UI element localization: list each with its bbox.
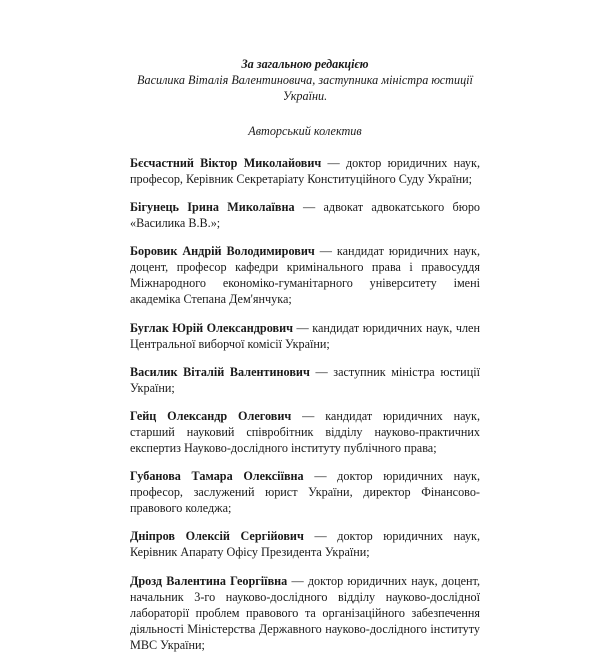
document-page (130, 56, 480, 661)
dash: — (292, 320, 313, 335)
dash: — (314, 244, 337, 259)
author-name: Буглак Юрій Олександрович (130, 320, 293, 335)
author-description: кандидат юридичних наук, доцент, професор кафедри кримінального права і правосуддя Міжнародного економіко-гуманітарного університету імені академіка Степана Дем'янчука; (130, 244, 480, 307)
author-description: кандидат юридичних наук, член Центральної виборчої комісії України; (130, 320, 480, 351)
author-name: Гейц Олександр Олегович (130, 408, 292, 423)
dash: — (303, 529, 338, 544)
dash: — (309, 364, 334, 379)
author-name: Боровик Андрій Володимирович (130, 244, 315, 259)
author-entry (130, 468, 480, 516)
author-description: адвокат адвокатського бюро «Василика В.В.»; (130, 200, 481, 231)
author-description: доктор юридичних наук, доцент, начальник 3-го науково-дослідного відділу науково-дослідної лабораторії проблем правового та організаційного забезпечення діяльності Міністерства Державного науково-дослідного інституту МВС України; (130, 573, 481, 652)
author-entry (130, 155, 480, 187)
author-name: Дніпров Олексій Сергійович (130, 529, 304, 544)
author-name: Дрозд Валентина Георгіївна (130, 573, 288, 588)
editor-line: Василика Віталія Валентиновича, заступника міністра юстиції України. (137, 73, 473, 103)
authors-list (130, 155, 480, 653)
author-entry (130, 199, 480, 231)
author-name: Василик Віталій Валентинович (130, 364, 310, 379)
author-description: кандидат юридичних наук, старший науковий співробітник відділу науково-практичних експертиз Науково-дослідного інституту публічного права; (130, 408, 480, 455)
dash: — (321, 156, 346, 170)
author-name: Бєсчастний Віктор Миколайович (130, 156, 322, 170)
author-description: доктор юридичних наук, професор, заслужений юрист України, директор Фінансово-правового коледжа; (130, 469, 480, 516)
author-name: Губанова Тамара Олексіївна (130, 469, 304, 484)
author-entry (130, 528, 480, 560)
author-entry (130, 364, 480, 396)
edition-title: За загальною редакцією (241, 57, 369, 71)
author-entry (130, 243, 480, 307)
author-entry (130, 573, 480, 653)
author-entry (130, 320, 480, 352)
dash: — (287, 573, 308, 588)
author-entry (130, 408, 480, 456)
authors-heading: Авторський колектив (248, 124, 362, 138)
author-name: Бігунець Ірина Миколаївна (130, 200, 295, 215)
dash: — (291, 408, 326, 423)
author-description: доктор юридичних наук, професор, Керівник Секретаріату Конституційного Суду України; (130, 156, 480, 186)
dash: — (303, 469, 338, 484)
author-description: доктор юридичних наук, Керівник Апарату Офісу Президента України; (130, 529, 481, 560)
dash: — (294, 200, 324, 215)
author-description: заступник міністра юстиції України; (130, 364, 480, 395)
